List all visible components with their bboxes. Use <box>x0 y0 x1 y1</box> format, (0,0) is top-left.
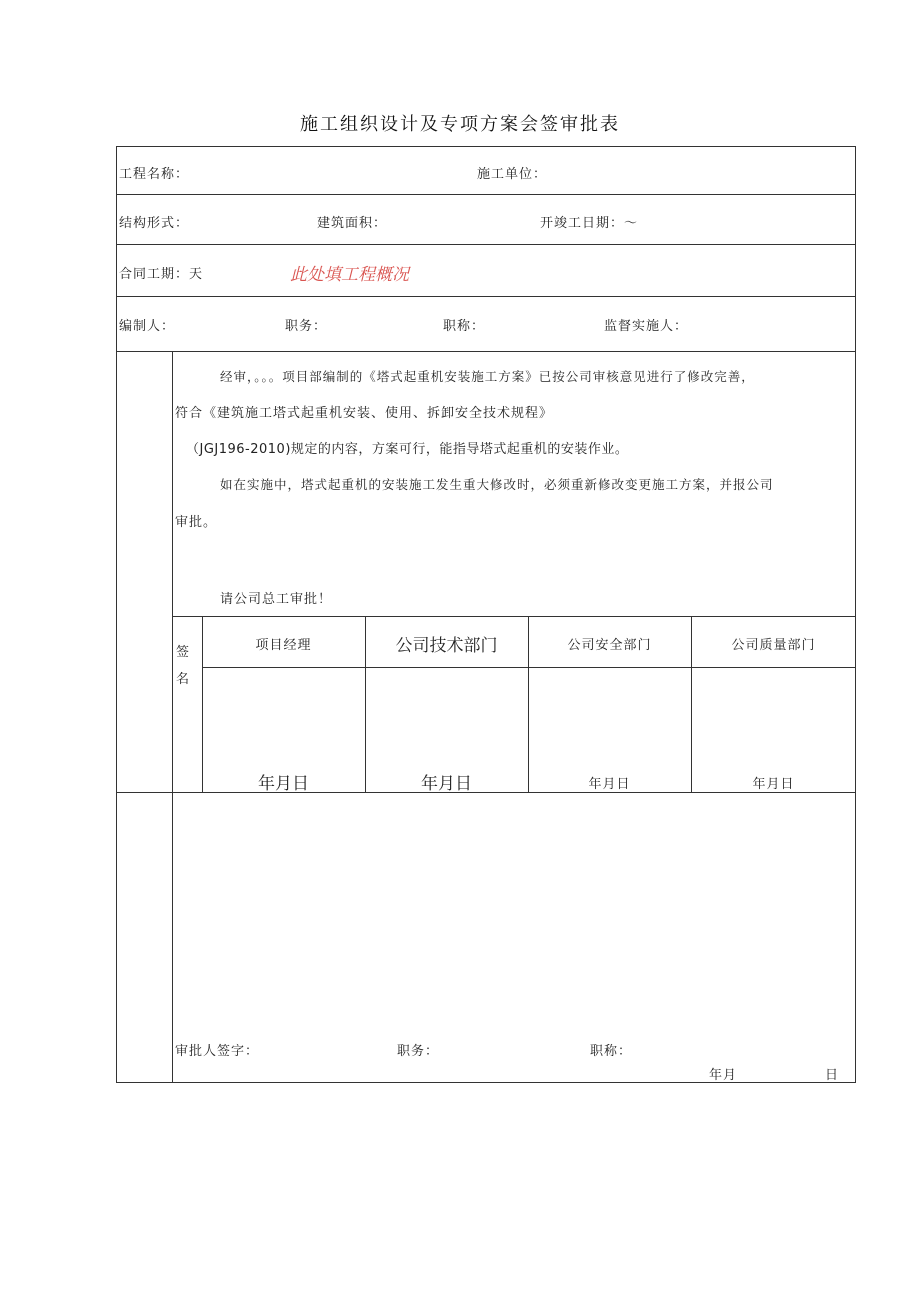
start-end-date-label: 开竣工日期：～ <box>540 216 639 231</box>
supervisor-label: 监督实施人： <box>604 319 689 334</box>
project-name-label: 工程名称： <box>119 167 190 182</box>
sig-header-project-manager: 项目经理 <box>255 638 312 653</box>
approver-position-label: 职务： <box>397 1044 440 1059</box>
opinion-line-4: 如在实施中，塔式起重机的安装施工发生重大修改时，必须重新修改变更施工方案，并报公司 <box>220 477 774 492</box>
building-area-label: 建筑面积： <box>317 216 388 231</box>
label-column-divider <box>172 351 173 1083</box>
sig-header-tech-dept: 公司技术部门 <box>395 636 498 656</box>
structure-form-label: 结构形式： <box>119 216 190 231</box>
row-divider <box>116 244 856 245</box>
approver-signature-label: 审批人签字： <box>175 1044 260 1059</box>
opinion-line-2: 符合《建筑施工塔式起重机安装、使用、拆卸安全技术规程》 <box>175 406 554 421</box>
opinion-line-3: （JGJ196-2010)规定的内容，方案可行，能指导塔式起重机的安装作业。 <box>186 442 629 457</box>
approver-title-label: 职称： <box>590 1044 633 1059</box>
project-overview-placeholder: 此处填工程概况 <box>290 265 409 285</box>
sig-header-safety-dept: 公司安全部门 <box>567 638 652 653</box>
signature-label-char-2: 名 <box>176 672 191 687</box>
opinion-line-1: 经审，。。。项目部编制的《塔式起重机安装施工方案》已按公司审核意见进行了修改完善， <box>220 369 755 384</box>
signature-top-line <box>172 616 856 617</box>
approval-form-frame <box>116 146 856 1083</box>
row-divider <box>116 296 856 297</box>
row-divider <box>116 351 856 352</box>
sig-date-tech-dept: 年月日 <box>421 774 472 794</box>
page-title: 施工组织设计及专项方案会签审批表 <box>300 114 620 135</box>
construction-unit-label: 施工单位： <box>477 167 548 182</box>
contract-period-label: 合同工期：天 <box>119 267 204 282</box>
approval-date-year-month: 年月 <box>709 1068 738 1083</box>
row-divider <box>116 194 856 195</box>
sig-date-project-manager: 年月日 <box>258 774 309 794</box>
compiler-label: 编制人： <box>119 319 176 334</box>
sig-date-safety-dept: 年月日 <box>588 777 631 792</box>
signature-header-line <box>202 667 856 668</box>
position-label: 职务： <box>285 319 328 334</box>
signature-label-char-1: 签 <box>176 645 191 660</box>
opinion-line-6: 请公司总工审批！ <box>220 592 333 607</box>
opinion-line-5: 审批。 <box>175 515 218 530</box>
approval-date-day: 日 <box>825 1068 840 1083</box>
title-label: 职称： <box>443 319 486 334</box>
sig-header-quality-dept: 公司质量部门 <box>731 638 816 653</box>
sig-date-quality-dept: 年月日 <box>752 777 795 792</box>
